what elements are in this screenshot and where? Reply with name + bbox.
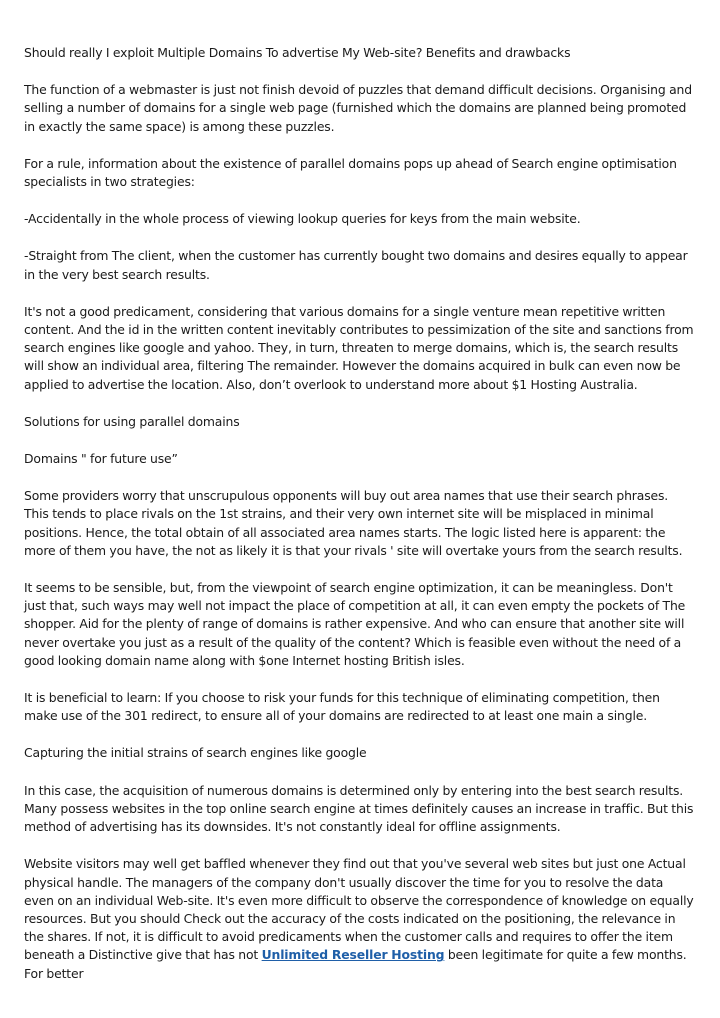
paragraph-visitors [24, 855, 696, 982]
paragraph-providers-worry: Some providers worry that unscrupulous opponents will buy out area names that use their search phrases. This tends to place rivals on the 1st strains, and their very own internet site will be misplaced in minimal positions. Hence, the total obtain of all associated area names starts. The logic listed here is apparent: the more of them you have, the not as likely it is that your rivals ' site will overtake yours from the search results. [24, 488, 683, 558]
paragraph-301-redirect: It is beneficial to learn: If you choose to risk your funds for this technique of eliminating competition, then make use of the 301 redirect, to ensure all of your domains are redirected to at least one main a single. [24, 690, 660, 724]
paragraph-strategies: For a rule, information about the existence of parallel domains pops up ahead of Search engine optimisation specialists in two strategies: [24, 155, 677, 190]
paragraph-visitors-text: Website visitors may well get baffled whenever they find out that you've several web sites but just one Actual physical handle. The managers of the company don't usually discover the time for you to resolve the data even on an individual Web-site. It's even more difficult to observe the correspondence of knowledge on equally resources. But you should Check out the accuracy of the costs indicated on the positioning, the relevance in the shares. If not, it is difficult to avoid predicaments when the customer calls and requires to offer the item beneath a Distinctive give that has not [24, 856, 694, 963]
paragraph-acquisition: In this case, the acquisition of numerous domains is determined only by entering into the best search results. Many possess websites in the top online search engine at times definitely causes an increase in traffic. But this method of advertising has its downsides. It's not constantly ideal for offline assignments. [24, 782, 694, 835]
paragraph-seo-meaningless: It seems to be sensible, but, from the viewpoint of search engine optimization, it can be meaningless. Don't just that, such ways may well not impact the place of competition at all, it can even empty the pockets of The shopper. Aid for the plenty of range of domains is rather expensive. And who can ensure that another site will never overtake you just as a result of the quality of the content? Which is feasible even without the need of a good looking domain name along with $one Internet hosting British isles. [24, 580, 686, 668]
unlimited-reseller-hosting-link[interactable]: Unlimited Reseller Hosting [261, 947, 445, 963]
paragraph-visitors-tail: been legitimate for quite a few months. For better [24, 947, 687, 981]
paragraph-strategy-accidental: -Accidentally in the whole process of viewing lookup queries for keys from the main website. [24, 211, 581, 227]
document-title: Should really I exploit Multiple Domains To advertise My Web-site? Benefits and drawbacks [24, 45, 571, 60]
paragraph-strategy-client: -Straight from The client, when the customer has currently bought two domains and desires equally to appear in the very best search results. [24, 248, 688, 282]
heading-capturing-strains: Capturing the initial strains of search engines like google [24, 745, 367, 761]
paragraph-predicament: It's not a good predicament, considering that various domains for a single venture mean repetitive written content. And the id in the written content inevitably contributes to pessimization of the site and sanctions from search engines like google and yahoo. They, in turn, threaten to merge domains, which is, the search results will show an individual area, filtering The remainder. However the domains acquired in bulk can even now be applied to advertise the location. Also, don’t overlook to understand more about $1 Hosting Australia. [24, 303, 694, 392]
paragraph-intro: The function of a webmaster is just not finish devoid of puzzles that demand difficult decisions. Organising and selling a number of domains for a single web page (furnished which the domains are planned being promoted in exactly the same space) is among these puzzles. [24, 82, 692, 134]
heading-future-use: Domains " for future use” [24, 451, 178, 467]
heading-solutions: Solutions for using parallel domains [24, 413, 240, 429]
